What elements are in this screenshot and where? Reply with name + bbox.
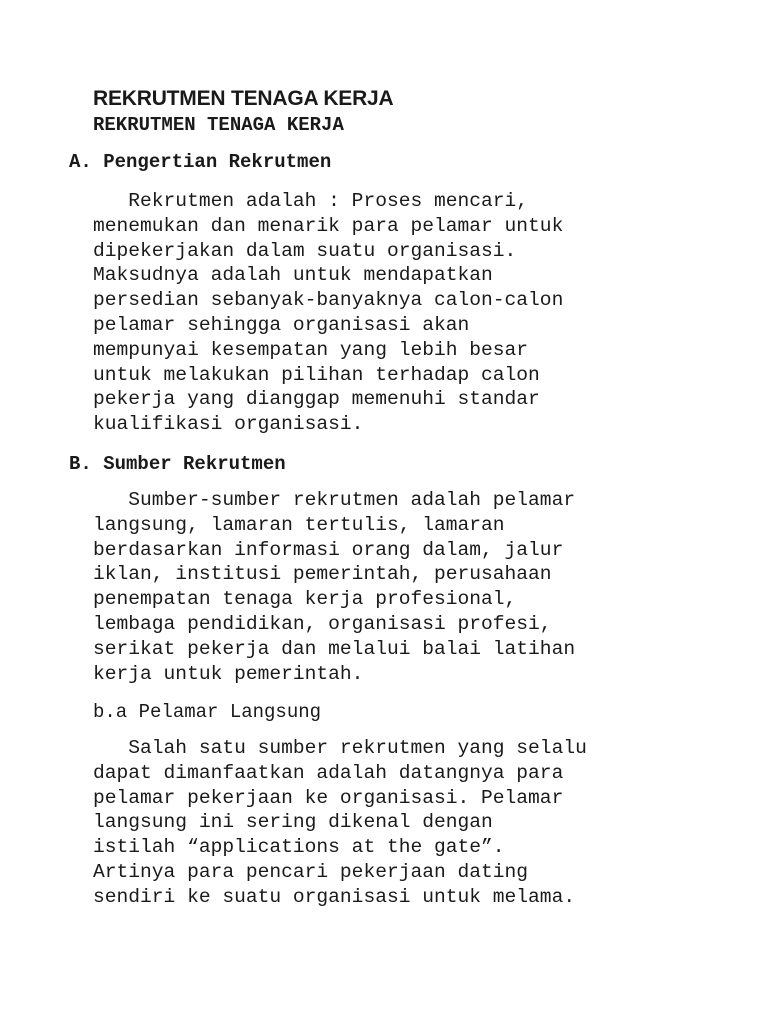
document-title: REKRUTMEN TENAGA KERJA [93, 87, 394, 110]
paragraph-line: istilah “applications at the gate”. [93, 836, 505, 859]
paragraph-line: Salah satu sumber rekrutmen yang selalu [93, 737, 587, 759]
paragraph-line: pekerja yang dianggap memenuhi standar [93, 388, 540, 411]
paragraph-line: kualifikasi organisasi. [93, 413, 364, 436]
paragraph-line: pelamar sehingga organisasi akan [93, 313, 470, 336]
paragraph-line: menemukan dan menarik para pelamar untuk [93, 214, 564, 237]
paragraph-line: persedian sebanyak-banyaknya calon-calon [93, 289, 564, 312]
paragraph-line: dipekerjakan dalam suatu organisasi. [93, 239, 517, 262]
section-ba-heading: b.a Pelamar Langsung [93, 701, 322, 723]
paragraph-line: penempatan tenaga kerja profesional, [93, 588, 517, 611]
paragraph-line: dapat dimanfaatkan adalah datangnya para [93, 761, 564, 784]
paragraph-line: Artinya para pencari pekerjaan dating [93, 860, 529, 883]
paragraph-line: kerja untuk pemerintah. [93, 662, 364, 685]
paragraph-line: langsung ini sering dikenal dengan [93, 811, 493, 834]
section-a-heading: A. Pengertian Rekrutmen [69, 151, 332, 173]
paragraph-line: Sumber-sumber rekrutmen adalah pelamar [93, 489, 576, 511]
section-a-paragraph [93, 189, 563, 437]
section-b-heading: B. Sumber Rekrutmen [69, 453, 286, 475]
paragraph-line: sendiri ke suatu organisasi untuk melama. [93, 885, 576, 908]
paragraph-line: iklan, institusi pemerintah, perusahaan [93, 563, 552, 586]
paragraph-line: Rekrutmen adalah : Proses mencari, [93, 190, 529, 212]
paragraph-line: untuk melakukan pilihan terhadap calon [93, 363, 540, 386]
paragraph-line: lembaga pendidikan, organisasi profesi, [93, 612, 552, 635]
document-subtitle: REKRUTMEN TENAGA KERJA [93, 114, 344, 136]
paragraph-line: berdasarkan informasi orang dalam, jalur [93, 538, 564, 561]
paragraph-line: pelamar pekerjaan ke organisasi. Pelamar [93, 786, 564, 809]
paragraph-line: mempunyai kesempatan yang lebih besar [93, 338, 529, 361]
paragraph-line: serikat pekerja dan melalui balai latihan [93, 637, 576, 660]
paragraph-line: Maksudnya adalah untuk mendapatkan [93, 264, 493, 287]
section-ba-paragraph [93, 736, 587, 910]
paragraph-line: langsung, lamaran tertulis, lamaran [93, 513, 505, 536]
section-b-paragraph [93, 488, 575, 686]
